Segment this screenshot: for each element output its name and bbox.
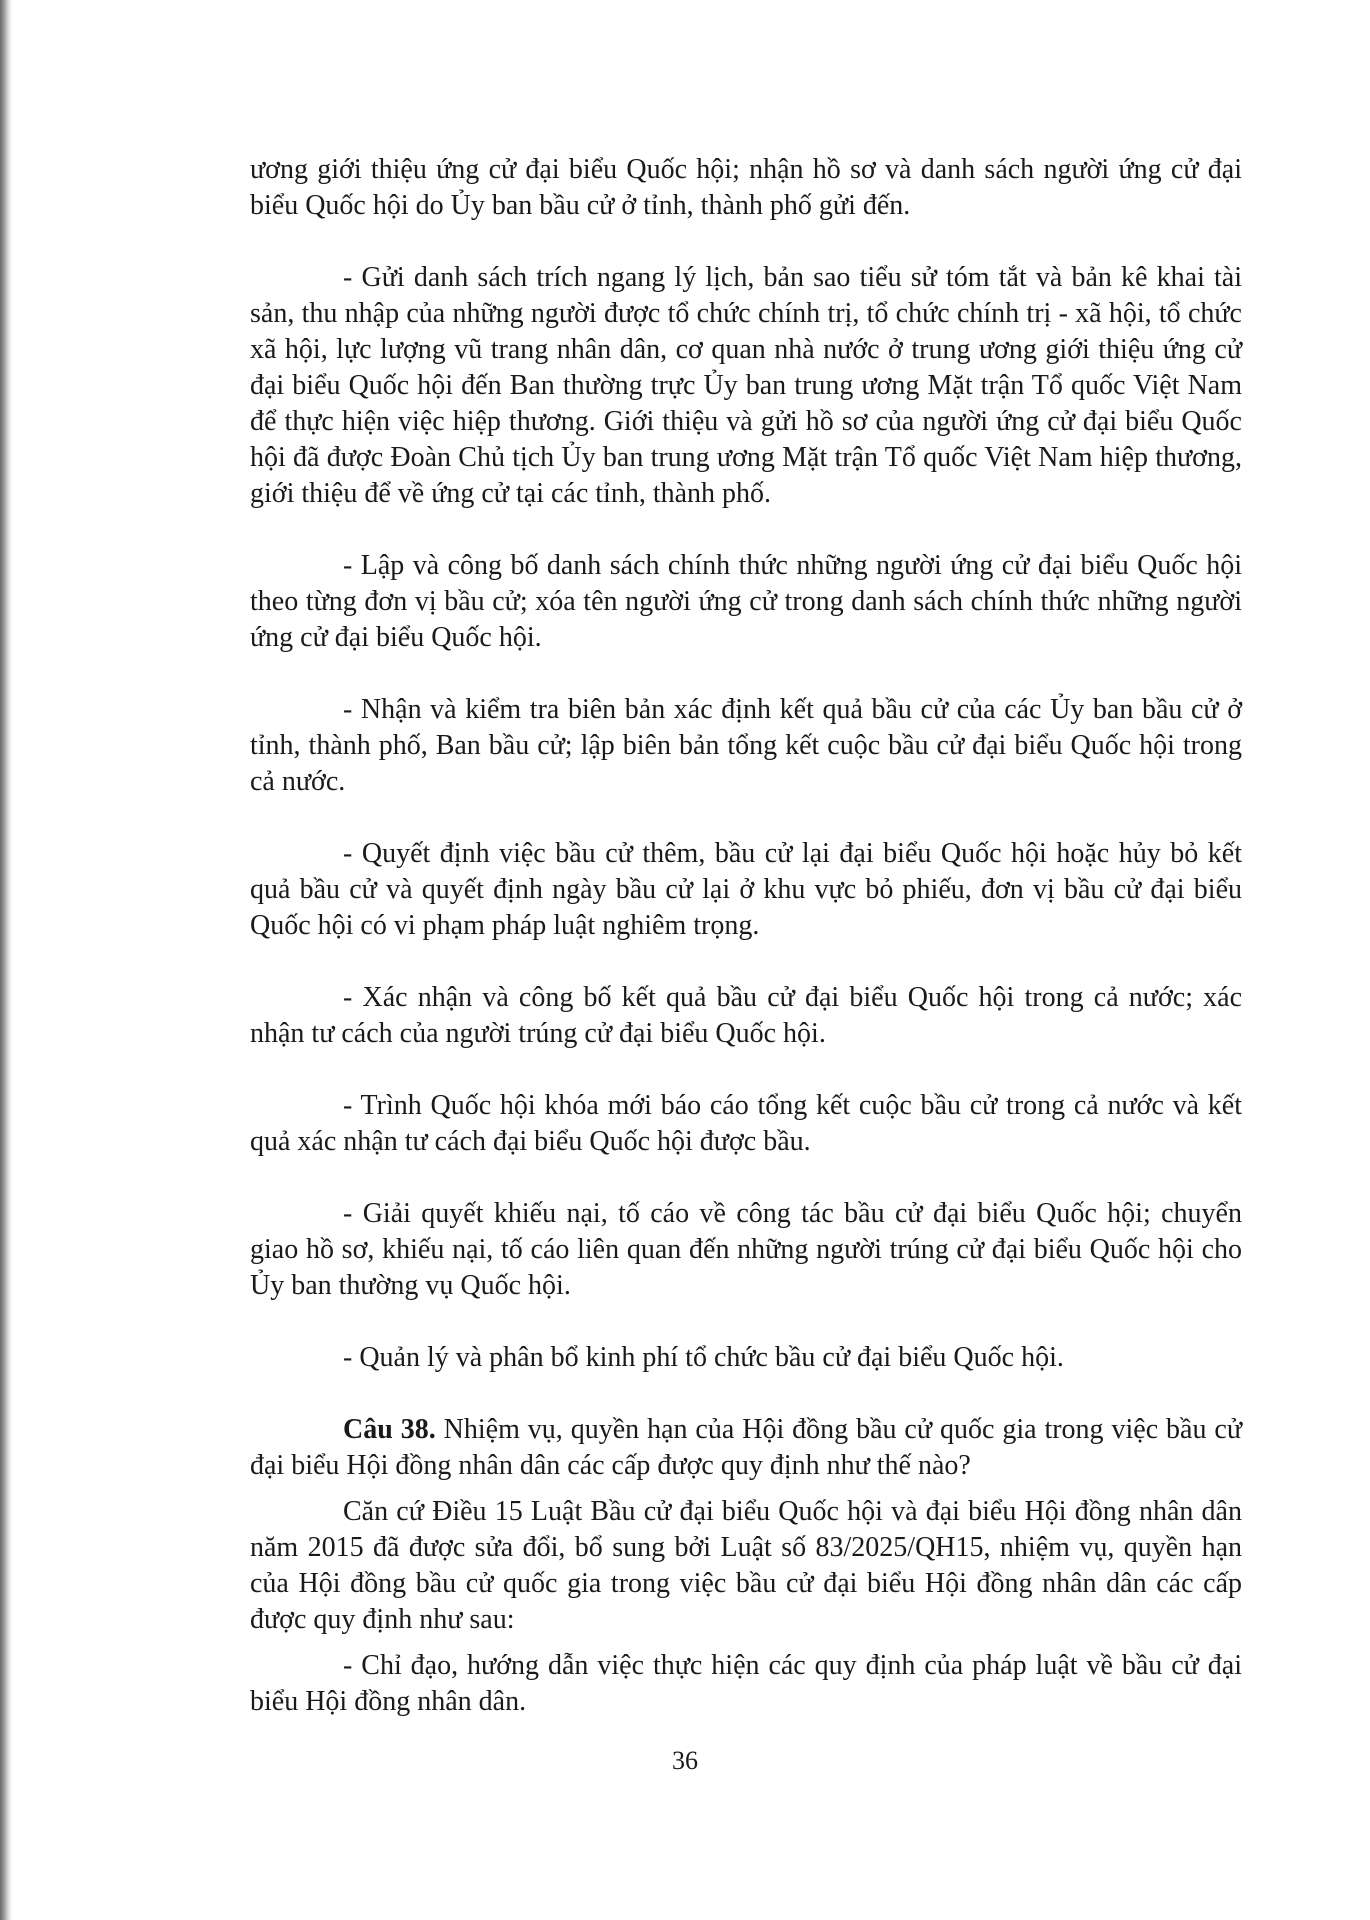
list-item: - Trình Quốc hội khóa mới báo cáo tổng kết cuộc bầu cử trong cả nước và kết quả xác nhận tư cách đại biểu Quốc hội được bầu. xyxy=(250,1090,1242,1157)
list-item: - Giải quyết khiếu nại, tố cáo về công tác bầu cử đại biểu Quốc hội; chuyển giao hồ sơ, khiếu nại, tố cáo liên quan đến những người trúng cử đại biểu Quốc hội cho Ủy ban thường vụ Quốc hội. xyxy=(250,1198,1242,1301)
list-item: - Quản lý và phân bổ kinh phí tổ chức bầu cử đại biểu Quốc hội. xyxy=(343,1342,1064,1373)
question-text: Nhiệm vụ, quyền hạn của Hội đồng bầu cử quốc gia trong việc bầu cử đại biểu Hội đồng nhân dân các cấp được quy định như thế nào? xyxy=(250,1414,1243,1481)
page-number: 36 xyxy=(672,1746,698,1775)
list-item: - Gửi danh sách trích ngang lý lịch, bản sao tiểu sử tóm tắt và bản kê khai tài sản, thu nhập của những người được tổ chức chính trị, tổ chức chính trị - xã hội, tổ chức xã hội, lực lượng vũ trang nhân dân, cơ quan nhà nước ở trung ương giới thiệu ứng cử đại biểu Quốc hội đến Ban thường trực Ủy ban trung ương Mặt trận Tổ quốc Việt Nam để thực hiện việc hiệp thương. Giới thiệu và gửi hồ sơ của người ứng cử đại biểu Quốc hội đã được Đoàn Chủ tịch Ủy ban trung ương Mặt trận Tổ quốc Việt Nam hiệp thương, giới thiệu để về ứng cử tại các tỉnh, thành phố. xyxy=(250,262,1242,509)
list-item: - Xác nhận và công bố kết quả bầu cử đại biểu Quốc hội trong cả nước; xác nhận tư cách của người trúng cử đại biểu Quốc hội. xyxy=(250,982,1242,1049)
list-item: - Chỉ đạo, hướng dẫn việc thực hiện các quy định của pháp luật về bầu cử đại biểu Hội đồng nhân dân. xyxy=(250,1650,1242,1717)
paragraph-continuation: ương giới thiệu ứng cử đại biểu Quốc hội; nhận hồ sơ và danh sách người ứng cử đại biểu Quốc hội do Ủy ban bầu cử ở tỉnh, thành phố gửi đến. xyxy=(250,154,1242,221)
question-label: Câu 38. xyxy=(343,1414,436,1445)
list-item: - Quyết định việc bầu cử thêm, bầu cử lại đại biểu Quốc hội hoặc hủy bỏ kết quả bầu cử và quyết định ngày bầu cử lại ở khu vực bỏ phiếu, đơn vị bầu cử đại biểu Quốc hội có vi phạm pháp luật nghiêm trọng. xyxy=(250,838,1242,941)
answer-paragraph: Căn cứ Điều 15 Luật Bầu cử đại biểu Quốc hội và đại biểu Hội đồng nhân dân năm 2015 đã được sửa đổi, bổ sung bởi Luật số 83/2025/QH15, nhiệm vụ, quyền hạn của Hội đồng bầu cử quốc gia trong việc bầu cử đại biểu Hội đồng nhân dân các cấp được quy định như sau: xyxy=(250,1496,1242,1635)
scan-edge xyxy=(0,0,12,1920)
question-heading xyxy=(250,1412,1242,1484)
document-body xyxy=(250,152,1242,1720)
list-item: - Lập và công bố danh sách chính thức những người ứng cử đại biểu Quốc hội theo từng đơn vị bầu cử; xóa tên người ứng cử trong danh sách chính thức những người ứng cử đại biểu Quốc hội. xyxy=(250,550,1242,653)
list-item: - Nhận và kiểm tra biên bản xác định kết quả bầu cử của các Ủy ban bầu cử ở tỉnh, thành phố, Ban bầu cử; lập biên bản tổng kết cuộc bầu cử đại biểu Quốc hội trong cả nước. xyxy=(250,694,1242,797)
